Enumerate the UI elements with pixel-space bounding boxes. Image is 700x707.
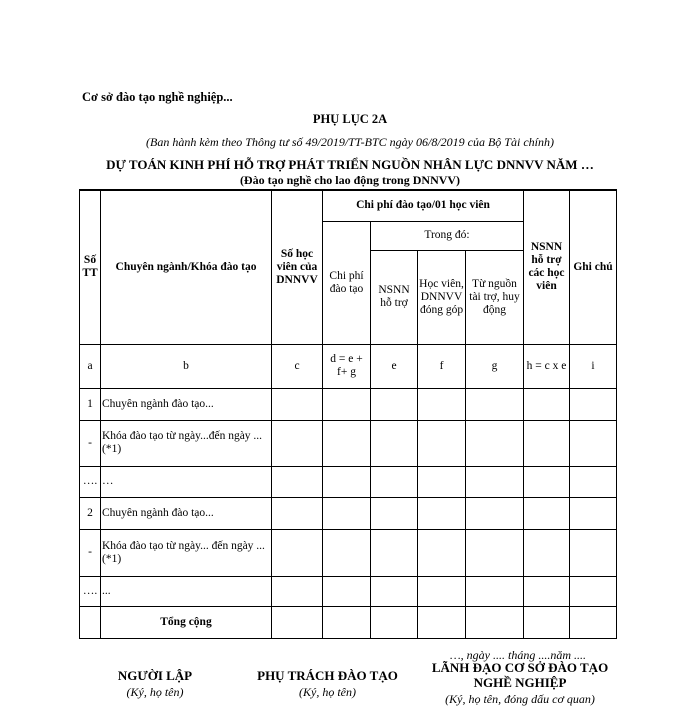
signer-instruction: (Ký, họ tên, đóng dấu cơ quan) <box>445 692 595 706</box>
table-row <box>80 529 617 576</box>
code-cell: e <box>371 344 418 388</box>
document-title: DỰ TOÁN KINH PHÍ HỖ TRỢ PHÁT TRIỂN NGUỒN NHÂN LỰC DNNVV NĂM … <box>106 157 594 172</box>
code-row <box>80 344 617 388</box>
header-row-1 <box>80 190 617 221</box>
table-row <box>80 420 617 466</box>
row-stt: …. <box>80 576 101 606</box>
row-course: ... <box>101 576 272 606</box>
code-cell: h = c x e <box>524 344 570 388</box>
header-nsnn-support: NSNN hỗ trợ <box>371 250 418 344</box>
row-course: Khóa đào tạo từ ngày... đến ngày ... (*1) <box>101 529 272 576</box>
row-course: Khóa đào tạo từ ngày...đến ngày ... (*1) <box>101 420 272 466</box>
code-cell: g <box>466 344 524 388</box>
code-cell: c <box>272 344 323 388</box>
estimate-table <box>79 189 617 639</box>
row-stt: - <box>80 529 101 576</box>
signature-training-head <box>240 668 415 700</box>
total-row <box>80 606 617 638</box>
header-contribution: Học viên, DNNVV đóng góp <box>418 250 466 344</box>
signer-instruction: (Ký, họ tên) <box>126 685 184 699</box>
header-cost-group: Chi phí đào tạo/01 học viên <box>323 190 524 221</box>
total-label: Tổng cộng <box>101 606 272 638</box>
issued-by-note: (Ban hành kèm theo Thông tư số 49/2019/TT-BTC ngày 06/8/2019 của Bộ Tài chính) <box>146 135 554 149</box>
code-cell: a <box>80 344 101 388</box>
signer-instruction: (Ký, họ tên) <box>299 685 356 699</box>
header-of-which: Trong đó: <box>371 221 524 250</box>
header-students: Số học viên của DNNVV <box>272 190 323 344</box>
row-stt: 1 <box>80 388 101 420</box>
header-stt: Số TT <box>80 190 101 344</box>
signer-title: LÃNH ĐẠO CƠ SỞ ĐÀO TẠO NGHỀ NGHIỆP <box>431 660 609 690</box>
table-row <box>80 576 617 606</box>
code-cell: f <box>418 344 466 388</box>
header-nsnn-total: NSNN hỗ trợ các học viên <box>524 190 570 344</box>
code-cell: d = e + f+ g <box>323 344 371 388</box>
signature-preparer <box>90 668 220 700</box>
header-note: Ghi chú <box>570 190 617 344</box>
row-course: Chuyên ngành đào tạo... <box>101 388 272 420</box>
date-line: …, ngày .... tháng ....năm .... <box>450 648 586 662</box>
row-stt: 2 <box>80 497 101 529</box>
header-course: Chuyên ngành/Khóa đào tạo <box>101 190 272 344</box>
signer-title: NGƯỜI LẬP <box>117 668 193 683</box>
table-row <box>80 497 617 529</box>
header-cost: Chi phí đào tạo <box>323 221 371 344</box>
appendix-title: PHỤ LỤC 2A <box>312 112 388 126</box>
row-stt: …. <box>80 466 101 497</box>
table-row <box>80 466 617 497</box>
document-subtitle: (Đào tạo nghề cho lao động trong DNNVV) <box>239 173 461 187</box>
code-cell: i <box>570 344 617 388</box>
row-course: Chuyên ngành đào tạo... <box>101 497 272 529</box>
table-row <box>80 388 617 420</box>
row-course: … <box>101 466 272 497</box>
signer-title: PHỤ TRÁCH ĐÀO TẠO <box>257 668 398 683</box>
organization-line: Cơ sở đào tạo nghề nghiệp... <box>82 90 233 104</box>
row-stt: - <box>80 420 101 466</box>
code-cell: b <box>101 344 272 388</box>
header-sponsor: Từ nguồn tài trợ, huy động <box>466 250 524 344</box>
